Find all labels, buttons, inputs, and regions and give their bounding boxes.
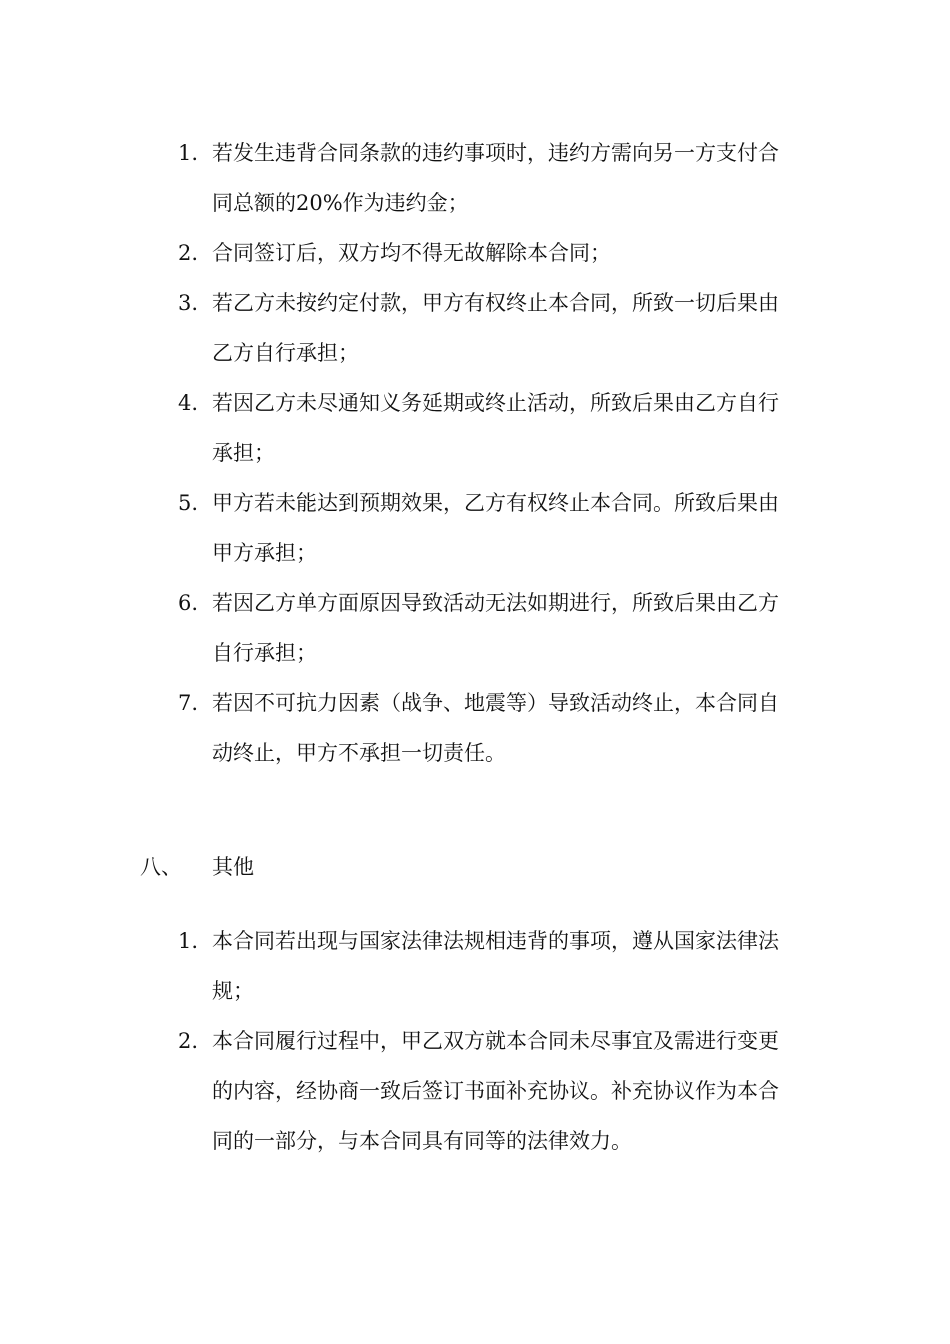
item-number: 1. xyxy=(178,929,199,953)
section-heading xyxy=(140,842,254,892)
list-item xyxy=(0,916,950,1016)
item-text: 若发生违背合同条款的违约事项时，违约方需向另一方支付合同总额的20%作为违约金； xyxy=(212,141,779,215)
list-item xyxy=(0,378,950,478)
item-text: 本合同若出现与国家法律法规相违背的事项，遵从国家法律法规； xyxy=(212,929,779,1003)
other-clauses-list xyxy=(0,916,950,1166)
item-text: 若因不可抗力因素（战争、地震等）导致活动终止，本合同自动终止，甲方不承担一切责任。 xyxy=(212,691,779,765)
item-number: 6. xyxy=(178,591,199,615)
list-item xyxy=(0,678,950,778)
list-item xyxy=(0,228,950,278)
item-number: 4. xyxy=(178,391,199,415)
item-text: 若乙方未按约定付款，甲方有权终止本合同，所致一切后果由乙方自行承担； xyxy=(212,291,779,365)
item-number: 2. xyxy=(178,241,199,265)
breach-clauses-list xyxy=(0,128,950,778)
list-item xyxy=(0,128,950,228)
item-number: 5. xyxy=(178,491,199,515)
item-text: 甲方若未能达到预期效果，乙方有权终止本合同。所致后果由甲方承担； xyxy=(212,491,779,565)
item-number: 1. xyxy=(178,141,199,165)
item-text: 合同签订后，双方均不得无故解除本合同； xyxy=(212,241,611,265)
item-number: 3. xyxy=(178,291,199,315)
section-title: 其他 xyxy=(212,855,254,879)
item-text: 若因乙方未尽通知义务延期或终止活动，所致后果由乙方自行承担； xyxy=(212,391,779,465)
item-text: 若因乙方单方面原因导致活动无法如期进行，所致后果由乙方自行承担； xyxy=(212,591,779,665)
list-item xyxy=(0,278,950,378)
section-number: 八、 xyxy=(140,855,182,879)
item-number: 2. xyxy=(178,1029,199,1053)
list-item xyxy=(0,478,950,578)
list-item xyxy=(0,1016,950,1166)
item-text: 本合同履行过程中，甲乙双方就本合同未尽事宜及需进行变更的内容，经协商一致后签订书面补充协议。补充协议作为本合同的一部分，与本合同具有同等的法律效力。 xyxy=(212,1029,779,1153)
list-item xyxy=(0,578,950,678)
item-number: 7. xyxy=(178,691,199,715)
